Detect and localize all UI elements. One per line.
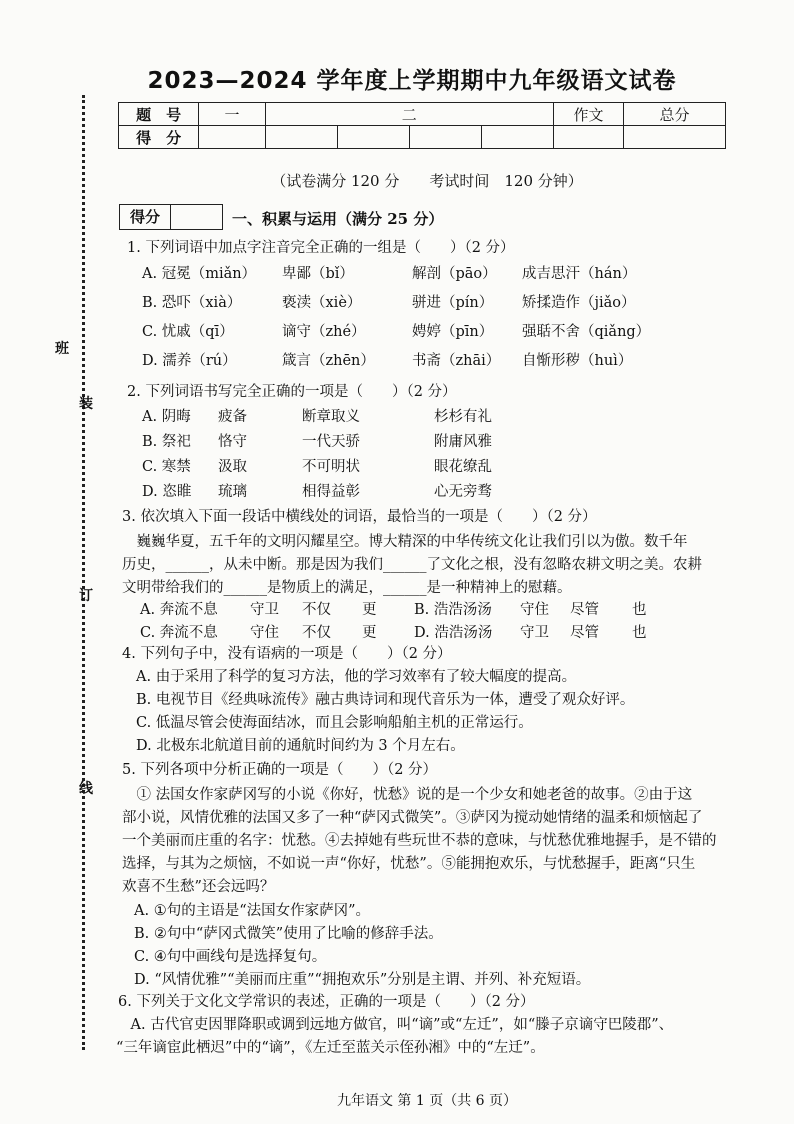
- option-item: 琉璃: [218, 484, 247, 500]
- passage-line: ① 法国女作家萨冈写的小说《你好，忧愁》说的是一个少女和她老爸的故事。②由于这: [122, 787, 693, 803]
- section-heading: 一、积累与运用（满分 25 分）: [232, 210, 444, 228]
- side-label-ding: 订: [79, 588, 93, 604]
- score-table-blank-cell: [199, 126, 265, 149]
- option-item: 自惭形秽（huì）: [522, 353, 633, 369]
- option-item: C. ④句中画线句是选择复句。: [134, 949, 327, 965]
- option-item: B. 电视节目《经典咏流传》融古典诗词和现代音乐为一体，遭受了观众好评。: [136, 692, 635, 708]
- page-title: 2023—2024 学年度上学期期中九年级语文试卷: [147, 68, 677, 94]
- option-item: 尽管: [570, 602, 599, 618]
- score-table-cell: 二: [265, 103, 553, 126]
- option-item: 书斋（zhāi）: [412, 353, 501, 369]
- exam-info: （试卷满分 120 分 考试时间 120 分钟）: [271, 172, 583, 190]
- option-item: C. 寒禁: [142, 459, 191, 475]
- passage-line: 选择，与其为之烦恼，不如说一声“你好，忧愁”。⑤能拥抱欢乐，与忧愁握手，距离“只生: [122, 856, 696, 872]
- option-item: 眼花缭乱: [434, 459, 492, 475]
- option-item: 也: [632, 602, 647, 618]
- option-item: 成吉思汗（hán）: [522, 266, 637, 282]
- option-item: C. 低温尽管会使海面结冰，而且会影响船舶主机的正常运行。: [136, 715, 533, 731]
- option-item: 强聒不舍（qiǎng）: [522, 324, 651, 340]
- option-item: 娉婷（pīn）: [412, 324, 494, 340]
- question-stem: 1. 下列词语中加点字注音完全正确的一组是（ ）（2 分）: [127, 240, 515, 256]
- option-item: 也: [632, 625, 647, 641]
- score-table-header-row: [119, 103, 726, 126]
- option-item: A. 奔流不息: [140, 602, 218, 618]
- option-item: 矫揉造作（jiǎo）: [522, 295, 636, 311]
- option-item: 守卫: [250, 602, 279, 618]
- passage-line: 一个美丽而庄重的名字：忧愁。④去掉她有些玩世不恭的意味，与忧愁优雅地握手，是不错的: [122, 833, 717, 849]
- option-item: 解剖（pāo）: [412, 266, 497, 282]
- option-item: 恪守: [218, 434, 247, 450]
- option-item: B. 浩浩汤汤: [414, 602, 492, 618]
- score-table-cell: 得 分: [119, 126, 199, 149]
- option-item: 不仅: [302, 625, 331, 641]
- option-item: 箴言（zhēn）: [282, 353, 375, 369]
- side-label-ban: 班: [55, 341, 69, 357]
- option-item: 心无旁骛: [434, 484, 492, 500]
- option-item: C. 忧戚（qī）: [142, 324, 234, 340]
- option-item: A. 阴晦: [142, 409, 191, 425]
- passage-line: 历史，______，从未中断。那是因为我们______了文化之根，没有忽略农耕文明之美。农耕: [122, 557, 702, 573]
- binding-dotted-line: [82, 95, 85, 1050]
- option-item: 尽管: [570, 625, 599, 641]
- option-item: 相得益彰: [302, 484, 360, 500]
- passage-line: 部小说，风情优雅的法国又多了一种“萨冈式微笑”。③萨冈为搅动她情绪的温柔和烦恼起了: [122, 810, 703, 826]
- score-table-blank-cell: [337, 126, 409, 149]
- passage-line: 文明带给我们的______是物质上的满足，______是一种精神上的慰藉。: [122, 580, 572, 596]
- side-label-xian: 线: [79, 781, 93, 797]
- score-table-cell: 题 号: [119, 103, 199, 126]
- option-item: D. “风情优雅”“美丽而庄重”“拥抱欢乐”分别是主谓、并列、补充短语。: [134, 972, 591, 988]
- score-table-cell: 总分: [624, 103, 726, 126]
- option-item: 附庸风雅: [434, 434, 492, 450]
- option-item: 不仅: [302, 602, 331, 618]
- question-stem: 5. 下列各项中分析正确的一项是（ ）（2 分）: [122, 762, 438, 778]
- side-label-zhuang: 装: [79, 396, 93, 412]
- option-item: B. 恐吓（xià）: [142, 295, 242, 311]
- option-item: 疲备: [218, 409, 247, 425]
- option-item: 守住: [250, 625, 279, 641]
- passage-line: “三年谪宦此栖迟”中的“谪”，《左迁至蓝关示侄孙湘》中的“左迁”。: [116, 1040, 545, 1056]
- option-item: 卑鄙（bǐ）: [282, 266, 354, 282]
- option-item: D. 恣睢: [142, 484, 192, 500]
- score-table-blank-cell: [265, 126, 337, 149]
- passage-line: 欢喜不生愁”还会远吗？: [122, 879, 275, 895]
- option-item: 不可明状: [302, 459, 360, 475]
- option-item: A. 由于采用了科学的复习方法，他的学习效率有了较大幅度的提高。: [136, 669, 577, 685]
- score-table-cell: 一: [199, 103, 265, 126]
- score-table-blank-cell: [481, 126, 553, 149]
- score-table-blank-cell: [553, 126, 623, 149]
- option-item: 守卫: [520, 625, 549, 641]
- section-score-label: 得分: [120, 205, 171, 229]
- score-table-cell: 作文: [553, 103, 623, 126]
- score-table-blank-cell: [409, 126, 481, 149]
- option-item: 骈进（pín）: [412, 295, 494, 311]
- option-item: 更: [362, 625, 377, 641]
- question-stem: 4. 下列句子中，没有语病的一项是（ ）（2 分）: [122, 646, 452, 662]
- option-item: 守住: [520, 602, 549, 618]
- section-score-box: [119, 204, 223, 230]
- option-item: 亵渎（xiè）: [282, 295, 362, 311]
- option-item: D. 濡养（rú）: [142, 353, 237, 369]
- passage-line: 巍巍华夏，五千年的文明闪耀星空。博大精深的中华传统文化让我们引以为傲。数千年: [122, 534, 688, 550]
- option-item: B. ②句中“萨冈式微笑”使用了比喻的修辞手法。: [134, 926, 443, 942]
- passage-line: A. 古代官吏因罪降职或调到远地方做官，叫“谪”或“左迁”，如“滕子京谪守巴陵郡”、: [116, 1017, 674, 1033]
- score-table-blank-cell: [624, 126, 726, 149]
- option-item: B. 祭祀: [142, 434, 191, 450]
- page-footer: 九年语文 第 1 页（共 6 页）: [336, 1093, 518, 1109]
- option-item: 一代天骄: [302, 434, 360, 450]
- option-item: 更: [362, 602, 377, 618]
- question-stem: 2. 下列词语书写完全正确的一项是（ ）（2 分）: [127, 384, 457, 400]
- score-table: [118, 102, 726, 149]
- question-stem: 3. 依次填入下面一段话中横线处的词语，最恰当的一项是（ ）（2 分）: [122, 509, 597, 525]
- score-table-score-row: [119, 126, 726, 149]
- option-item: C. 奔流不息: [140, 625, 218, 641]
- option-item: A. ①句的主语是“法国女作家萨冈”。: [134, 903, 371, 919]
- option-item: 谪守（zhé）: [282, 324, 366, 340]
- option-item: A. 冠冕（miǎn）: [142, 266, 257, 282]
- question-stem: 6. 下列关于文化文学常识的表述，正确的一项是（ ）（2 分）: [118, 994, 535, 1010]
- option-item: 杉杉有礼: [434, 409, 492, 425]
- option-item: 汲取: [218, 459, 247, 475]
- option-item: D. 北极东北航道目前的通航时间约为 3 个月左右。: [136, 738, 465, 754]
- option-item: 断章取义: [302, 409, 360, 425]
- option-item: D. 浩浩汤汤: [414, 625, 493, 641]
